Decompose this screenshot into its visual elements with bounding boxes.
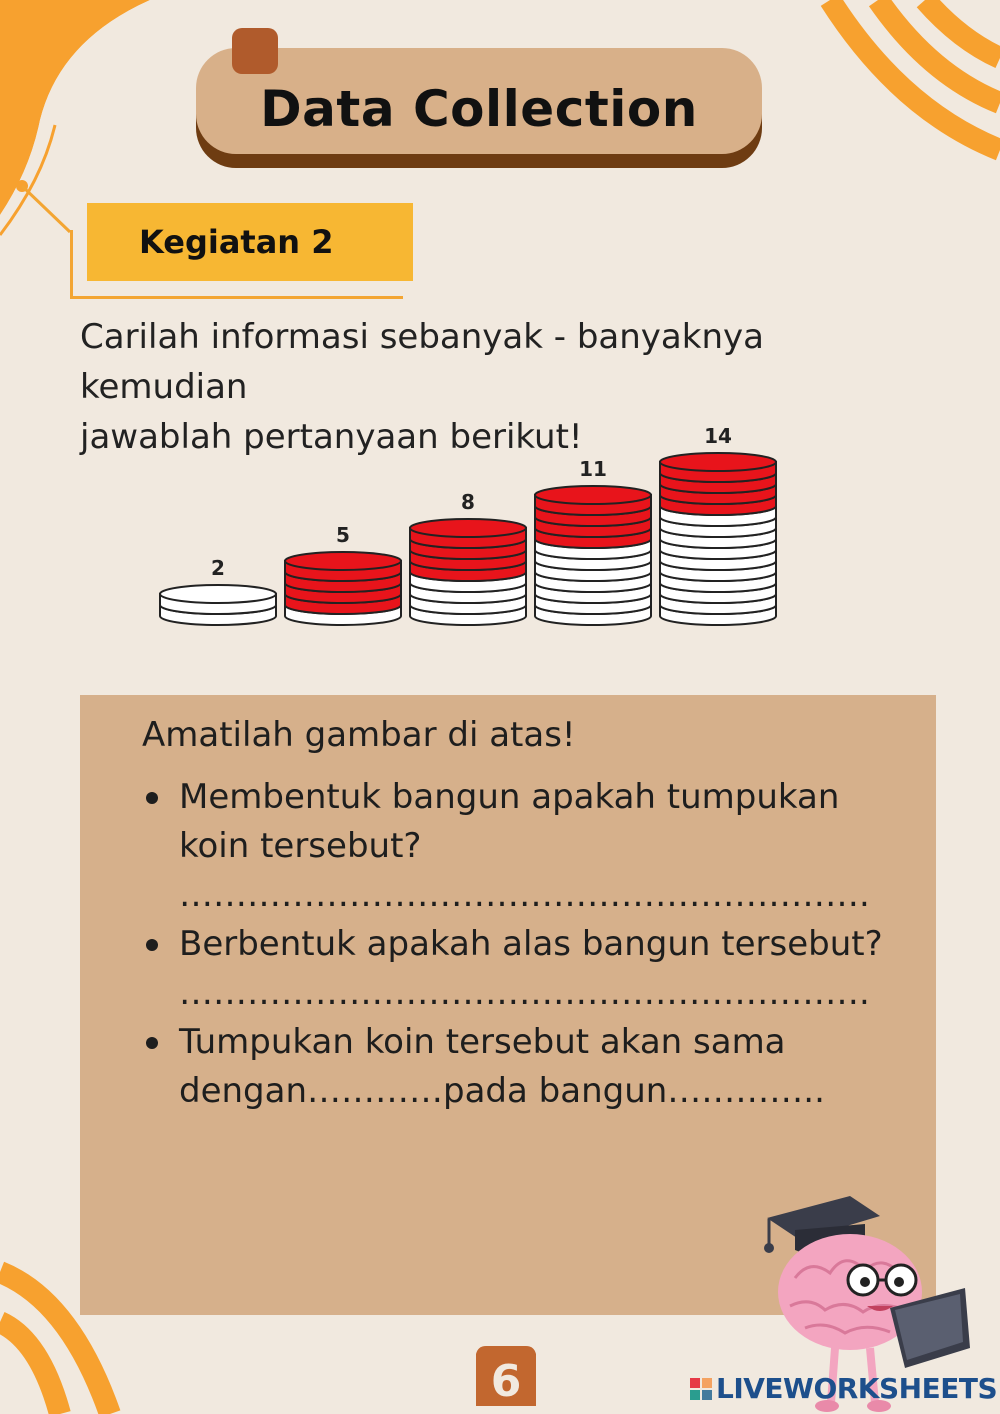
coin-stack	[660, 424, 776, 625]
answer-blank[interactable]: …………………………………………………….	[179, 875, 870, 915]
panel-heading: Amatilah gambar di atas!	[142, 715, 576, 755]
coin-count-label: 14	[704, 424, 732, 448]
coin-stack	[410, 490, 526, 625]
page-title: Data Collection	[260, 80, 698, 138]
question-item	[142, 920, 902, 1018]
coin-top	[660, 453, 776, 471]
title-banner	[196, 48, 762, 170]
bullet-icon	[146, 1037, 158, 1049]
question-item	[142, 1018, 902, 1116]
liveworksheets-brand: LIVEWORKSHEETS	[716, 1372, 998, 1405]
instruction-line-2: jawablah pertanyaan berikut!	[80, 417, 583, 457]
coin-stacks-illustration	[150, 398, 790, 660]
question-line: Berbentuk apakah alas bangun tersebut?	[179, 924, 883, 964]
title-banner-box	[196, 48, 762, 154]
page-number-badge	[474, 1344, 538, 1408]
coin-top	[160, 585, 276, 603]
coin-top	[410, 519, 526, 537]
bullet-icon	[146, 792, 158, 804]
activity-label	[87, 203, 413, 281]
liveworksheets-logo[interactable]	[690, 1372, 997, 1405]
coin-top	[285, 552, 401, 570]
coin-count-label: 5	[336, 523, 350, 547]
bullet-icon	[146, 939, 158, 951]
answer-blank[interactable]: …………………………………………………….	[179, 973, 870, 1013]
liveworksheets-logo-icon	[690, 1378, 712, 1400]
coin-stack	[535, 457, 651, 625]
coin-stack	[285, 523, 401, 625]
question-list	[142, 773, 902, 1116]
coin-count-label: 11	[579, 457, 607, 481]
question-line: Tumpukan koin tersebut akan sama	[179, 1022, 786, 1062]
question-line-with-blanks[interactable]: dengan…………pada bangun…………..	[179, 1071, 825, 1111]
activity-label-text: Kegiatan 2	[139, 223, 334, 261]
coin-count-label: 2	[211, 556, 225, 580]
coin-count-label: 8	[461, 490, 475, 514]
coin-top	[535, 486, 651, 504]
coin-stack	[160, 556, 276, 625]
title-tab-decoration	[232, 28, 278, 74]
instruction-line-1: Carilah informasi sebanyak - banyaknya kemudian	[80, 317, 764, 407]
question-item	[142, 773, 902, 920]
question-line: Membentuk bangun apakah tumpukan	[179, 777, 840, 817]
page-number: 6	[490, 1356, 522, 1407]
question-line: koin tersebut?	[179, 826, 422, 866]
